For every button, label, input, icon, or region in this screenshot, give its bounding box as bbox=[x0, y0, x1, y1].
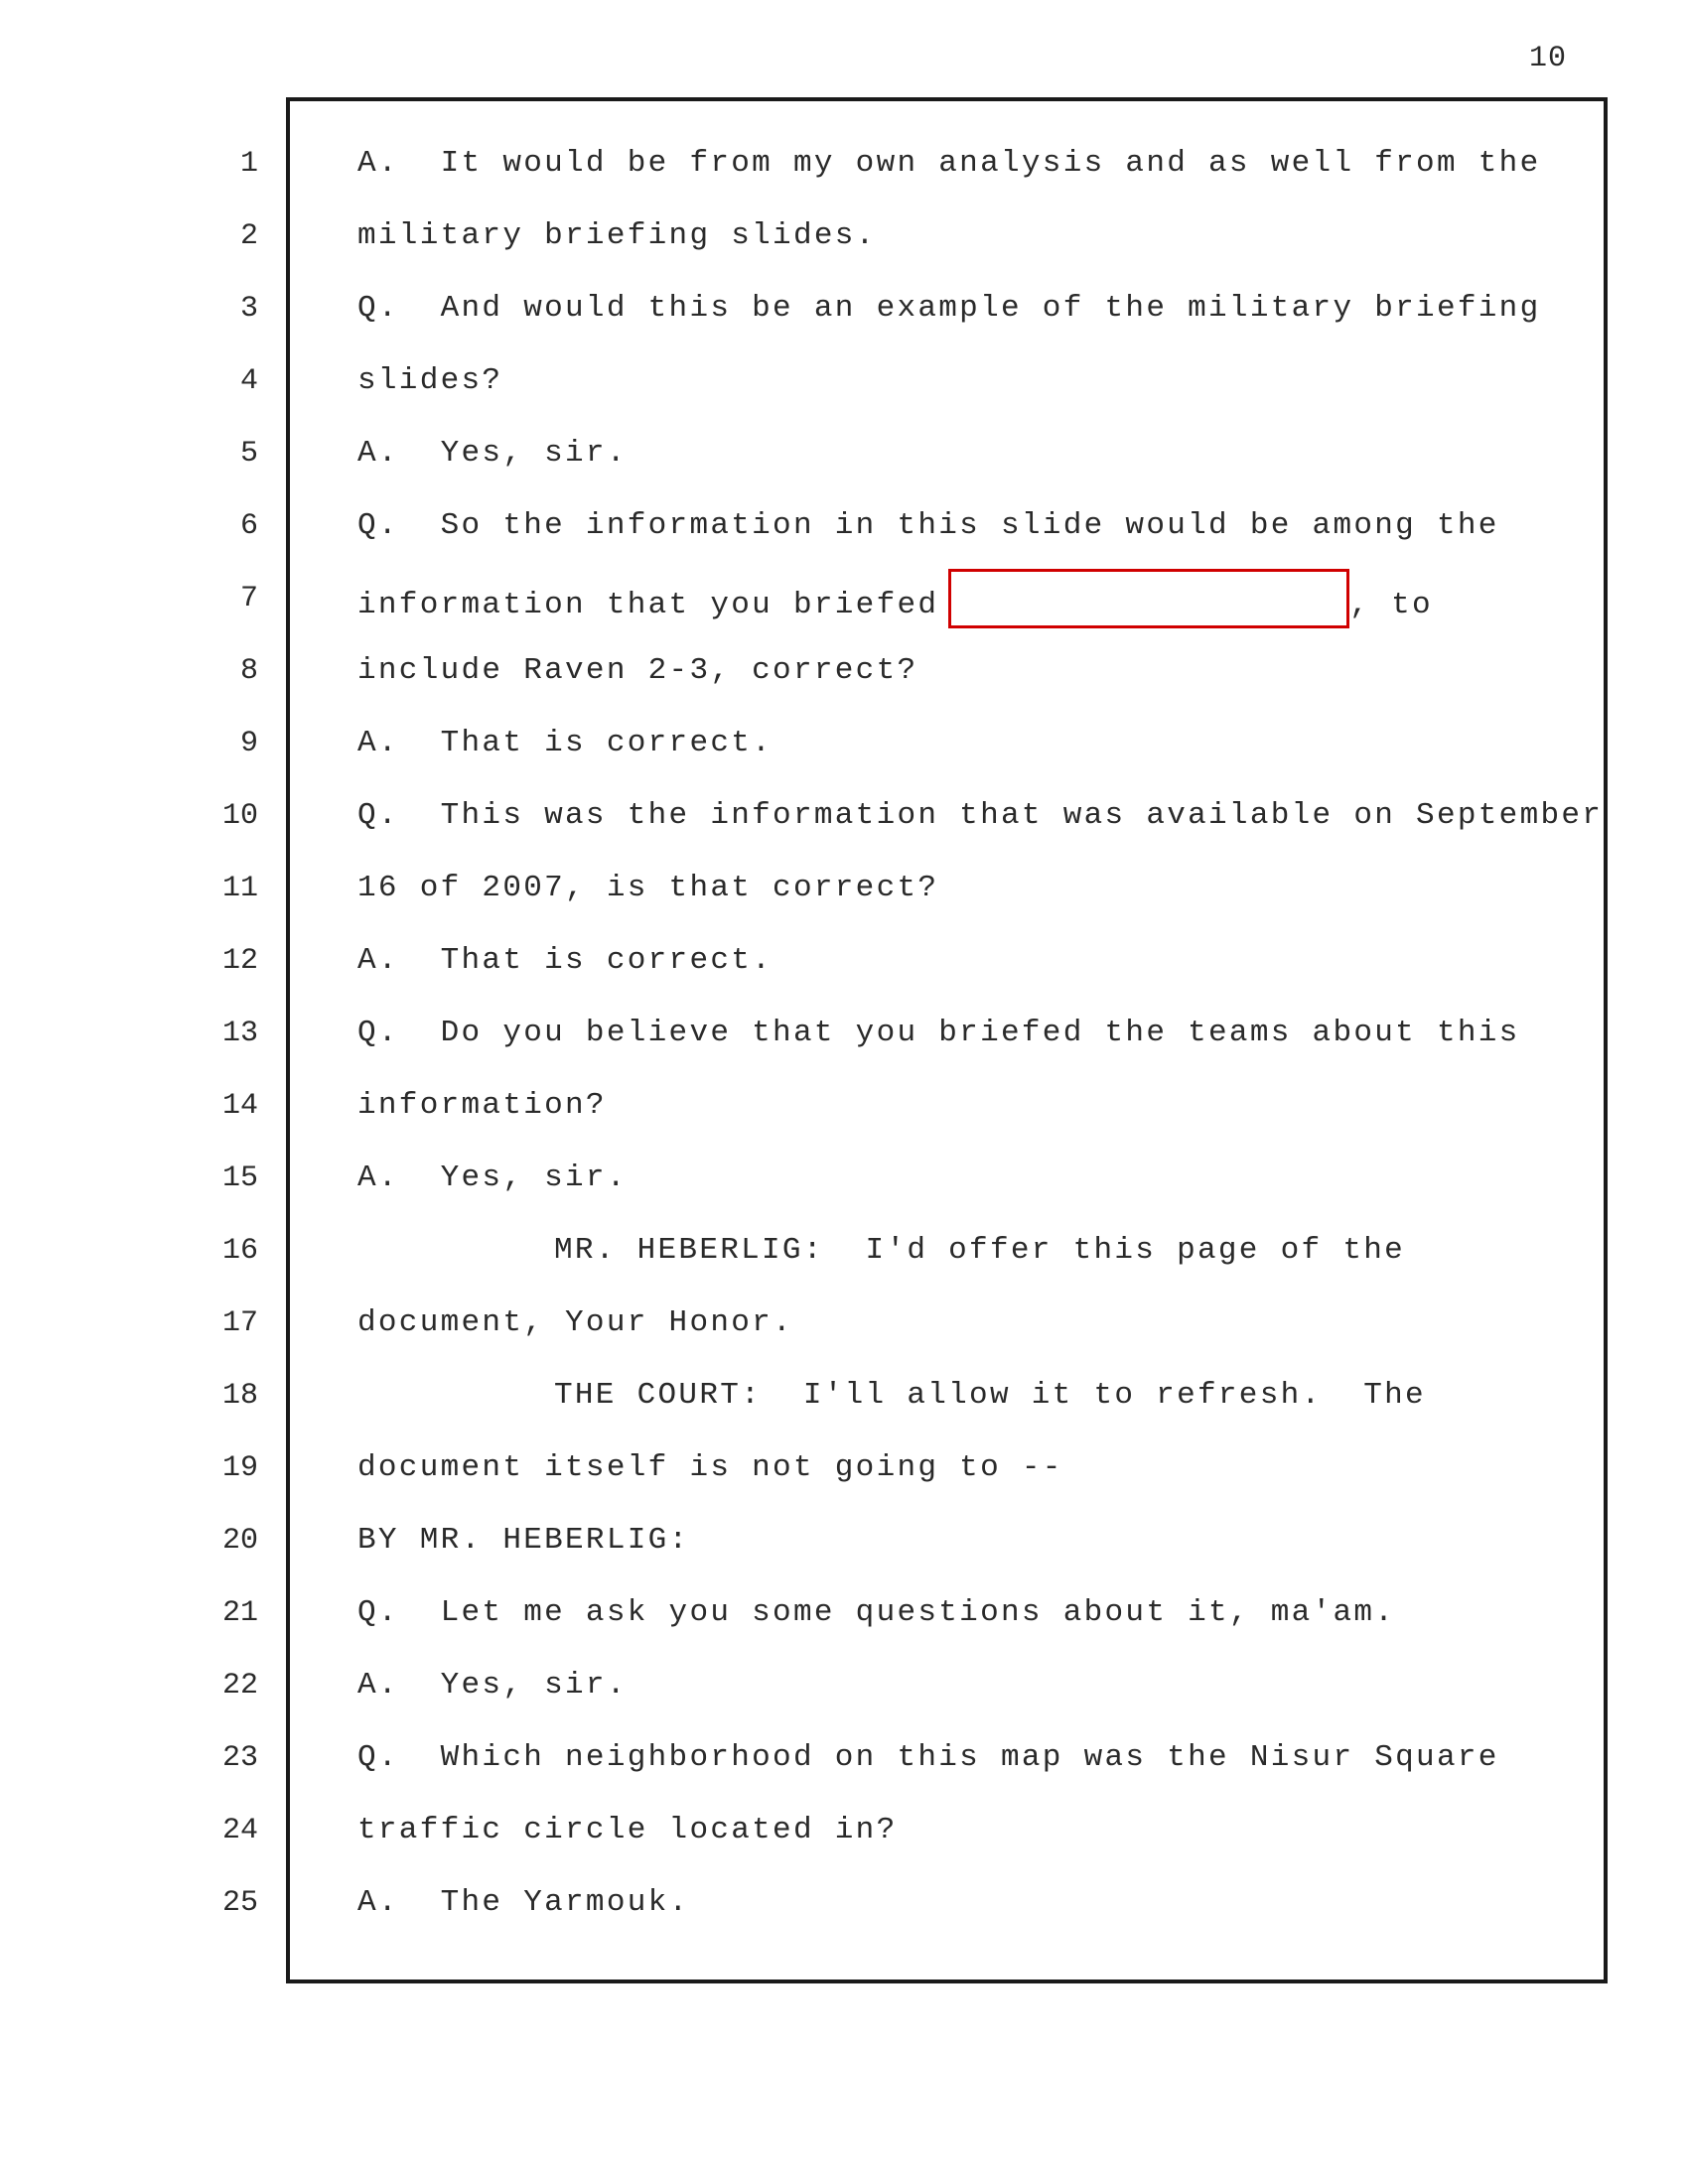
transcript-line: MR. HEBERLIG: I'd offer this page of the bbox=[554, 1233, 1406, 1268]
line-number: 14 bbox=[221, 1089, 258, 1123]
line-text-after: , to bbox=[1349, 588, 1433, 623]
transcript-line: A. It would be from my own analysis and as well from the bbox=[357, 146, 1541, 181]
line-number: 11 bbox=[221, 872, 258, 905]
line-number: 23 bbox=[221, 1741, 258, 1775]
transcript-line: BY MR. HEBERLIG: bbox=[357, 1523, 690, 1558]
transcript-line-redacted bbox=[357, 581, 1433, 628]
line-number: 24 bbox=[221, 1814, 258, 1847]
line-number: 13 bbox=[221, 1017, 258, 1050]
line-number: 4 bbox=[239, 364, 258, 398]
transcript-line: traffic circle located in? bbox=[357, 1813, 898, 1847]
line-number: 15 bbox=[221, 1161, 258, 1195]
line-number: 9 bbox=[239, 727, 258, 760]
line-number: 20 bbox=[221, 1524, 258, 1558]
transcript-line: document itself is not going to -- bbox=[357, 1450, 1063, 1485]
line-text-before: information that you briefed bbox=[357, 588, 939, 623]
transcript-line: Q. And would this be an example of the military briefing bbox=[357, 291, 1541, 326]
page-number: 10 bbox=[1528, 42, 1567, 75]
transcript-line: information? bbox=[357, 1088, 607, 1123]
transcript-line: A. Yes, sir. bbox=[357, 436, 628, 471]
transcript-line: Q. Let me ask you some questions about it, ma'am. bbox=[357, 1595, 1396, 1630]
redaction-box bbox=[948, 569, 1349, 628]
line-number: 19 bbox=[221, 1451, 258, 1485]
transcript-line: THE COURT: I'll allow it to refresh. The bbox=[554, 1378, 1426, 1413]
line-number: 12 bbox=[221, 944, 258, 978]
transcript-line: Q. So the information in this slide would be among the bbox=[357, 508, 1499, 543]
line-number: 21 bbox=[221, 1596, 258, 1630]
transcript-line: A. Yes, sir. bbox=[357, 1668, 628, 1703]
line-number: 25 bbox=[221, 1886, 258, 1920]
transcript-line: slides? bbox=[357, 363, 503, 398]
line-number: 6 bbox=[239, 509, 258, 543]
transcript-line: A. The Yarmouk. bbox=[357, 1885, 690, 1920]
line-number: 7 bbox=[239, 582, 258, 615]
transcript-line: document, Your Honor. bbox=[357, 1305, 793, 1340]
line-number: 22 bbox=[221, 1669, 258, 1703]
transcript-line: Q. Which neighborhood on this map was the Nisur Square bbox=[357, 1740, 1499, 1775]
transcript-line: military briefing slides. bbox=[357, 218, 877, 253]
transcript-line: A. That is correct. bbox=[357, 726, 774, 760]
transcript-line: Q. Do you believe that you briefed the teams about this bbox=[357, 1016, 1520, 1050]
transcript-line: A. That is correct. bbox=[357, 943, 774, 978]
line-number: 5 bbox=[239, 437, 258, 471]
line-number: 10 bbox=[221, 799, 258, 833]
line-number: 3 bbox=[239, 292, 258, 326]
line-number: 2 bbox=[239, 219, 258, 253]
transcript-line: Q. This was the information that was available on September bbox=[357, 798, 1604, 833]
transcript-line: include Raven 2-3, correct? bbox=[357, 653, 918, 688]
transcript-line: A. Yes, sir. bbox=[357, 1160, 628, 1195]
line-number: 18 bbox=[221, 1379, 258, 1413]
line-number: 1 bbox=[239, 147, 258, 181]
line-number: 16 bbox=[221, 1234, 258, 1268]
line-number: 8 bbox=[239, 654, 258, 688]
line-number: 17 bbox=[221, 1306, 258, 1340]
transcript-line: 16 of 2007, is that correct? bbox=[357, 871, 939, 905]
